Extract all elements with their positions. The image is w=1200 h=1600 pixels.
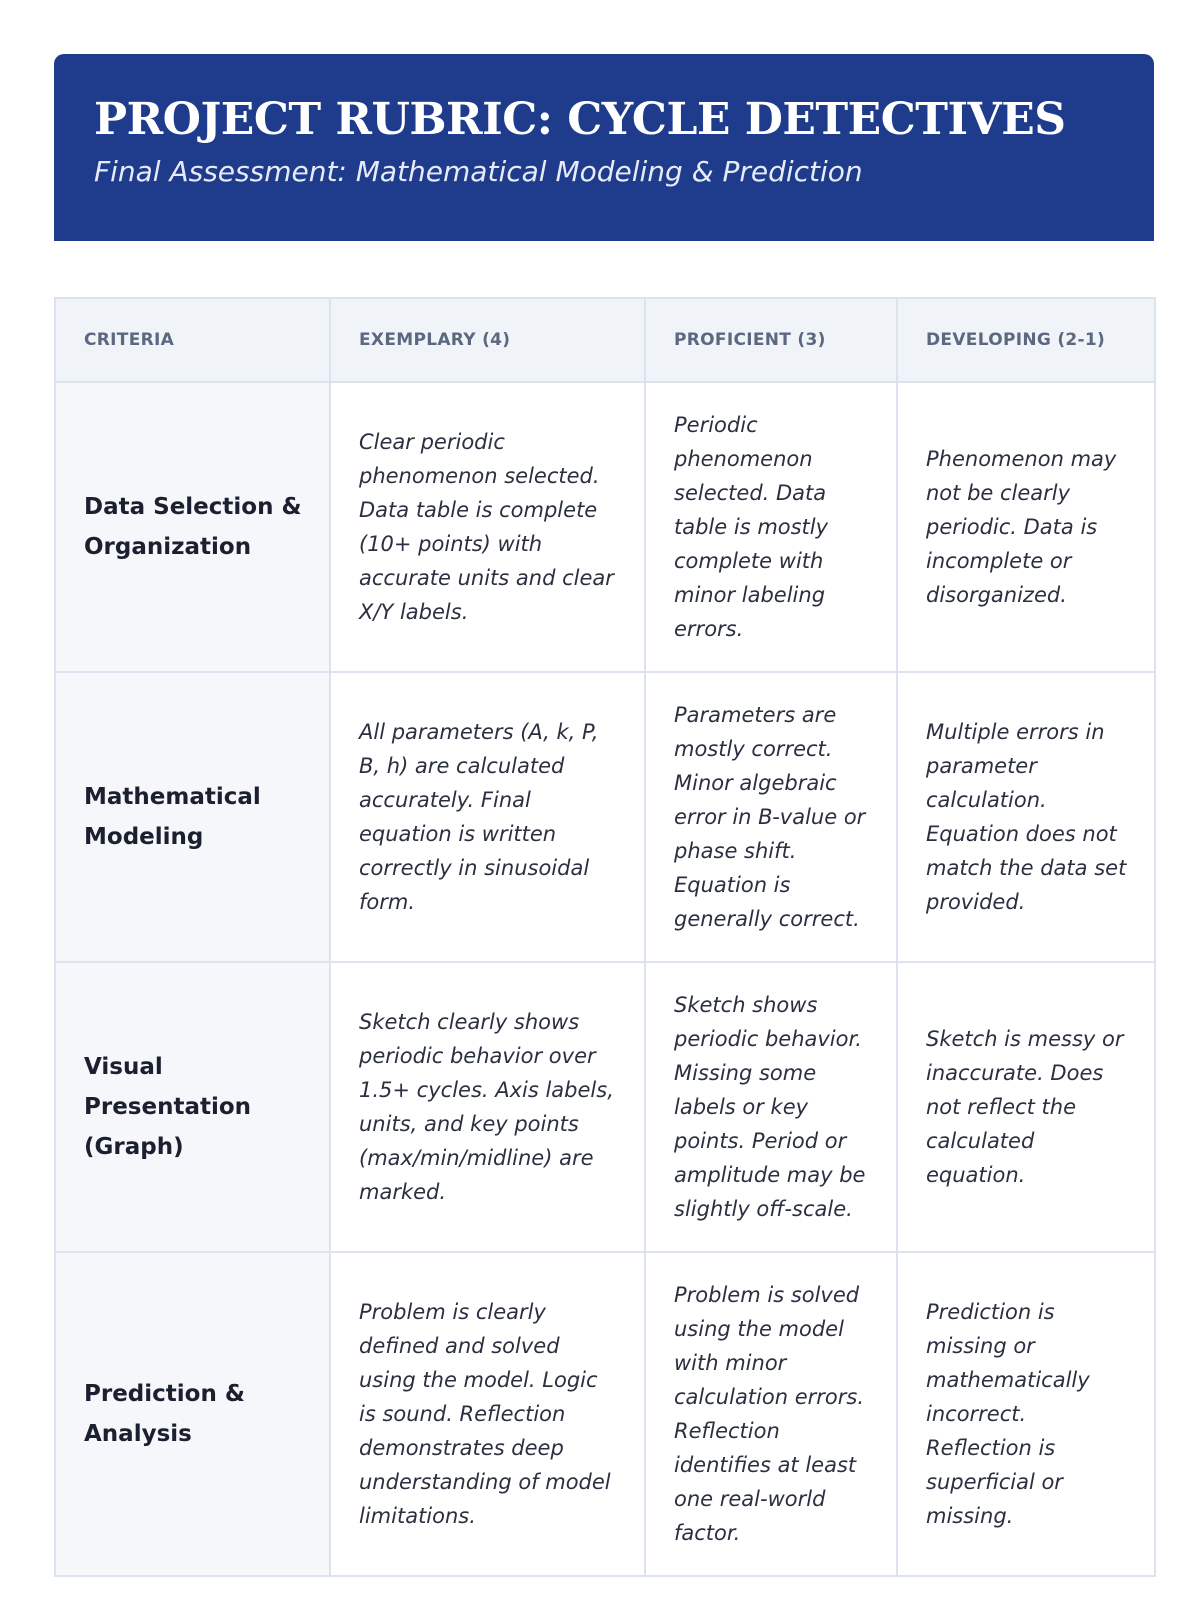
rubric-table [54, 297, 1156, 1577]
criteria-cell: Mathematical Modeling [55, 672, 330, 962]
table-row [55, 382, 1155, 672]
table-header-row [55, 298, 1155, 382]
exemplary-cell: Problem is clearly defined and solved using the model. Logic is sound. Reflection demonstrates deep understanding of model limitations. [330, 1252, 645, 1576]
page-subtitle: Final Assessment: Mathematical Modeling & Prediction [94, 155, 863, 188]
proficient-cell: Parameters are mostly correct. Minor algebraic error in B-value or phase shift. Equation is generally correct. [645, 672, 897, 962]
proficient-cell: Periodic phenomenon selected. Data table is mostly complete with minor labeling errors. [645, 382, 897, 672]
proficient-cell: Sketch shows periodic behavior. Missing some labels or key points. Period or amplitude may be slightly off-scale. [645, 962, 897, 1252]
table-row [55, 962, 1155, 1252]
developing-cell: Sketch is messy or inaccurate. Does not reflect the calculated equation. [897, 962, 1155, 1252]
column-header-exemplary: EXEMPLARY (4) [330, 298, 645, 382]
developing-cell: Phenomenon may not be clearly periodic. Data is incomplete or disorganized. [897, 382, 1155, 672]
developing-cell: Prediction is missing or mathematically incorrect. Reflection is superficial or missing. [897, 1252, 1155, 1576]
developing-cell: Multiple errors in parameter calculation. Equation does not match the data set provided. [897, 672, 1155, 962]
page-header [54, 54, 1154, 241]
exemplary-cell: Sketch clearly shows periodic behavior over 1.5+ cycles. Axis labels, units, and key points (max/min/midline) are marked. [330, 962, 645, 1252]
exemplary-cell: Clear periodic phenomenon selected. Data table is complete (10+ points) with accurate units and clear X/Y labels. [330, 382, 645, 672]
proficient-cell: Problem is solved using the model with minor calculation errors. Reflection identifies at least one real-world factor. [645, 1252, 897, 1576]
table-row [55, 672, 1155, 962]
criteria-cell: Data Selection & Organization [55, 382, 330, 672]
exemplary-cell: All parameters (A, k, P, B, h) are calculated accurately. Final equation is written correctly in sinusoidal form. [330, 672, 645, 962]
column-header-developing: DEVELOPING (2-1) [897, 298, 1155, 382]
column-header-proficient: PROFICIENT (3) [645, 298, 897, 382]
page-title: PROJECT RUBRIC: CYCLE DETECTIVES [94, 94, 1066, 145]
criteria-cell: Visual Presentation (Graph) [55, 962, 330, 1252]
criteria-cell: Prediction & Analysis [55, 1252, 330, 1576]
column-header-criteria: CRITERIA [55, 298, 330, 382]
table-row [55, 1252, 1155, 1576]
